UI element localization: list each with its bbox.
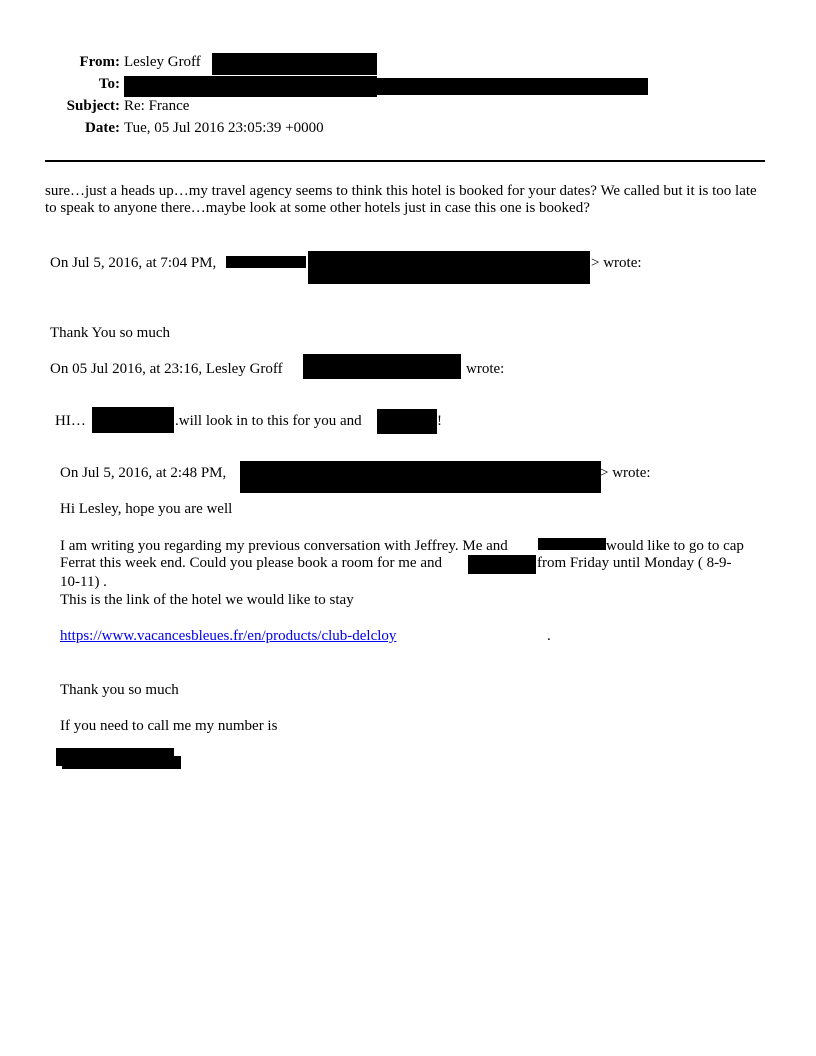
- subject-label: Subject:: [66, 98, 120, 114]
- greeting-line: Hi Lesley, hope you are well: [60, 501, 233, 517]
- hi-suffix: !: [437, 413, 442, 429]
- date-value: Tue, 05 Jul 2016 23:05:39 +0000: [124, 120, 324, 136]
- header-divider: [45, 160, 765, 162]
- redaction-quote1-name: [226, 256, 306, 268]
- redaction-quote3-email: [240, 461, 601, 493]
- hi-prefix: HI…: [55, 413, 86, 429]
- redaction-to-address: [124, 76, 377, 97]
- subject-value: Re: France: [124, 98, 190, 114]
- call-line: If you need to call me my number is: [60, 718, 278, 734]
- date-label: Date:: [85, 120, 120, 136]
- request-line-1b: would like to go to cap: [606, 538, 744, 554]
- redaction-hi-name-2: [377, 409, 437, 434]
- redaction-to-address-2: [377, 78, 648, 95]
- redaction-hi-name-1: [92, 407, 174, 433]
- quote3-attribution: On Jul 5, 2016, at 2:48 PM,: [60, 465, 227, 481]
- request-line-4: This is the link of the hotel we would like to stay: [60, 592, 354, 608]
- request-line-3: 10-11) .: [60, 574, 107, 590]
- redaction-phone-number-2: [62, 756, 181, 769]
- redaction-quote1-email: [308, 251, 590, 284]
- redaction-from-email: [212, 53, 377, 75]
- link-trailing-period: .: [547, 628, 551, 644]
- redaction-request-name-1: [538, 538, 606, 550]
- quote1-attribution: On Jul 5, 2016, at 7:04 PM,: [50, 255, 217, 271]
- request-line-2b: from Friday until Monday ( 8-9-: [537, 555, 732, 571]
- to-label: To:: [98, 76, 120, 92]
- thanks-line-1: Thank You so much: [50, 325, 171, 341]
- request-line-1a: I am writing you regarding my previous conversation with Jeffrey. Me and: [60, 538, 508, 554]
- from-label: From:: [79, 54, 120, 70]
- hi-middle: .will look in to this for you and: [175, 413, 362, 429]
- redaction-quote2-email: [303, 354, 461, 379]
- quote3-wrote: > wrote:: [600, 465, 651, 481]
- redaction-request-name-2: [468, 555, 536, 574]
- request-line-2a: Ferrat this week end. Could you please book a room for me and: [60, 555, 442, 571]
- quote2-attribution: On 05 Jul 2016, at 23:16, Lesley Groff: [50, 361, 283, 377]
- reply-text: sure…just a heads up…my travel agency seems to think this hotel is booked for your dates? We called but it is too late to speak to anyone there…maybe look at some other hotels just in case this one is booked?: [45, 183, 757, 216]
- thanks-line-2: Thank you so much: [60, 682, 179, 698]
- quote1-wrote: > wrote:: [591, 255, 642, 271]
- from-value: Lesley Groff: [124, 54, 201, 70]
- hotel-link[interactable]: https://www.vacancesbleues.fr/en/products/club-delcloy: [60, 628, 397, 644]
- quote2-wrote: wrote:: [466, 361, 505, 377]
